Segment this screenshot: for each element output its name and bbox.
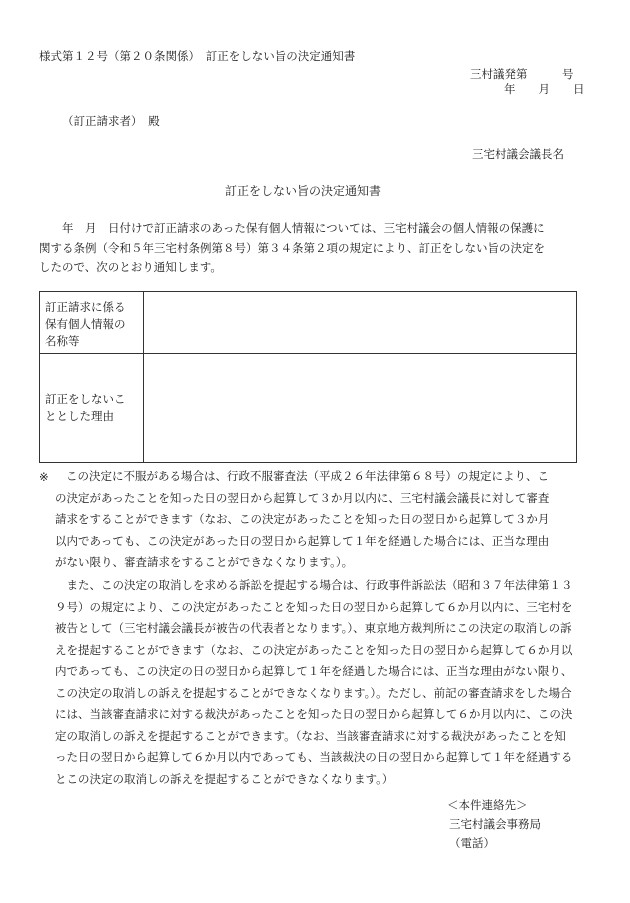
note-line: 以内であっても、この決定があった日の翌日から起算して１年を経過した場合には、正当な理由 <box>55 533 550 548</box>
details-table <box>39 291 577 463</box>
intro-line: 関する条例（令和５年三宅村条例第８号）第３４条第２項の規定により、訂正をしない旨の決定を <box>39 240 545 255</box>
intro-paragraph <box>39 219 579 278</box>
form-number: 様式第１２号（第２０条関係） 訂正をしない旨の決定通知書 <box>39 49 356 63</box>
note-mark: ※ <box>39 470 49 484</box>
label-line: 訂正請求に係る <box>45 300 126 314</box>
note-line: がない限り、審査請求をすることができなくなります。）。 <box>55 555 354 569</box>
label-cell <box>40 292 144 354</box>
note-line: えを提起することができます（なお、この決定があったことを知った日の翌日から起算して６か月以 <box>55 642 573 657</box>
note-paragraph-1 <box>55 466 580 574</box>
label-line: 訂正をしないこ <box>45 392 126 406</box>
value-cell <box>144 354 577 463</box>
contact-phone: （電話） <box>449 836 495 850</box>
note-paragraph-2 <box>55 575 580 790</box>
contact-office: 三宅村議会事務局 <box>449 817 541 831</box>
contact-heading: ＜本件連絡先＞ <box>447 798 528 812</box>
table-row <box>40 292 577 354</box>
document-title: 訂正をしない旨の決定通知書 <box>225 184 382 198</box>
value-cell <box>144 292 577 354</box>
intro-line: 年 月 日付けで訂正請求のあった保有個人情報については、三宅村議会の個人情報の保護に <box>39 221 545 235</box>
note-line: また、この決定の取消しを求める訴訟を提起する場合は、行政事件訴訟法（昭和３７年法律第１３ <box>55 578 573 592</box>
note-line: この決定に不服がある場合は、行政不服審査法（平成２６年法律第６８号）の規定により、こ <box>66 469 549 483</box>
document-date: 年 月 日 <box>504 82 585 96</box>
note-line: 被告として（三宅村議会議長が被告の代表者となります。）、東京地方裁判所にこの決定の取消しの訴 <box>55 621 572 635</box>
note-line: には、当該審査請求に対する裁決があったことを知った日の翌日から起算して６か月以内に、この決 <box>55 707 573 721</box>
note-line: 内であっても、この決定の日の翌日から起算して１年を経過した場合には、正当な理由がない限り、 <box>55 664 573 678</box>
note-line: った日の翌日から起算して６か月以内であっても、当該裁決の日の翌日から起算して１年を経過する <box>55 750 573 764</box>
label-cell <box>40 354 144 463</box>
document-number: 三村議発第 号 <box>470 67 574 81</box>
sender-name: 三宅村議会議長名 <box>472 147 564 161</box>
label-line: ととした理由 <box>45 409 114 423</box>
label-line: 保有個人情報の <box>45 317 126 331</box>
note-line: ９号）の規定により、この決定があったことを知った日の翌日から起算して６か月以内に、三宅村を <box>55 599 573 614</box>
note-line: この決定の取消しの訴えを提起することができなくなります。）。ただし、前記の審査請求をした場合 <box>55 685 572 700</box>
note-line: とこの決定の取消しの訴えを提起することができなくなります。） <box>55 771 394 786</box>
note-line: の決定があったことを知った日の翌日から起算して３か月以内に、三宅村議会議長に対して審査 <box>55 490 550 505</box>
note-line: 定の取消しの訴えを提起することができます。（なお、当該審査請求に対する裁決があったことを知 <box>55 728 566 743</box>
addressee: （訂正請求者） 殿 <box>62 114 160 128</box>
note-line: 請求をすることができます（なお、この決定があったことを知った日の翌日から起算して３か月 <box>55 512 550 526</box>
table-row <box>40 354 577 463</box>
intro-line: したので、次のとおり通知します。 <box>39 260 222 274</box>
label-line: 名称等 <box>45 334 80 348</box>
